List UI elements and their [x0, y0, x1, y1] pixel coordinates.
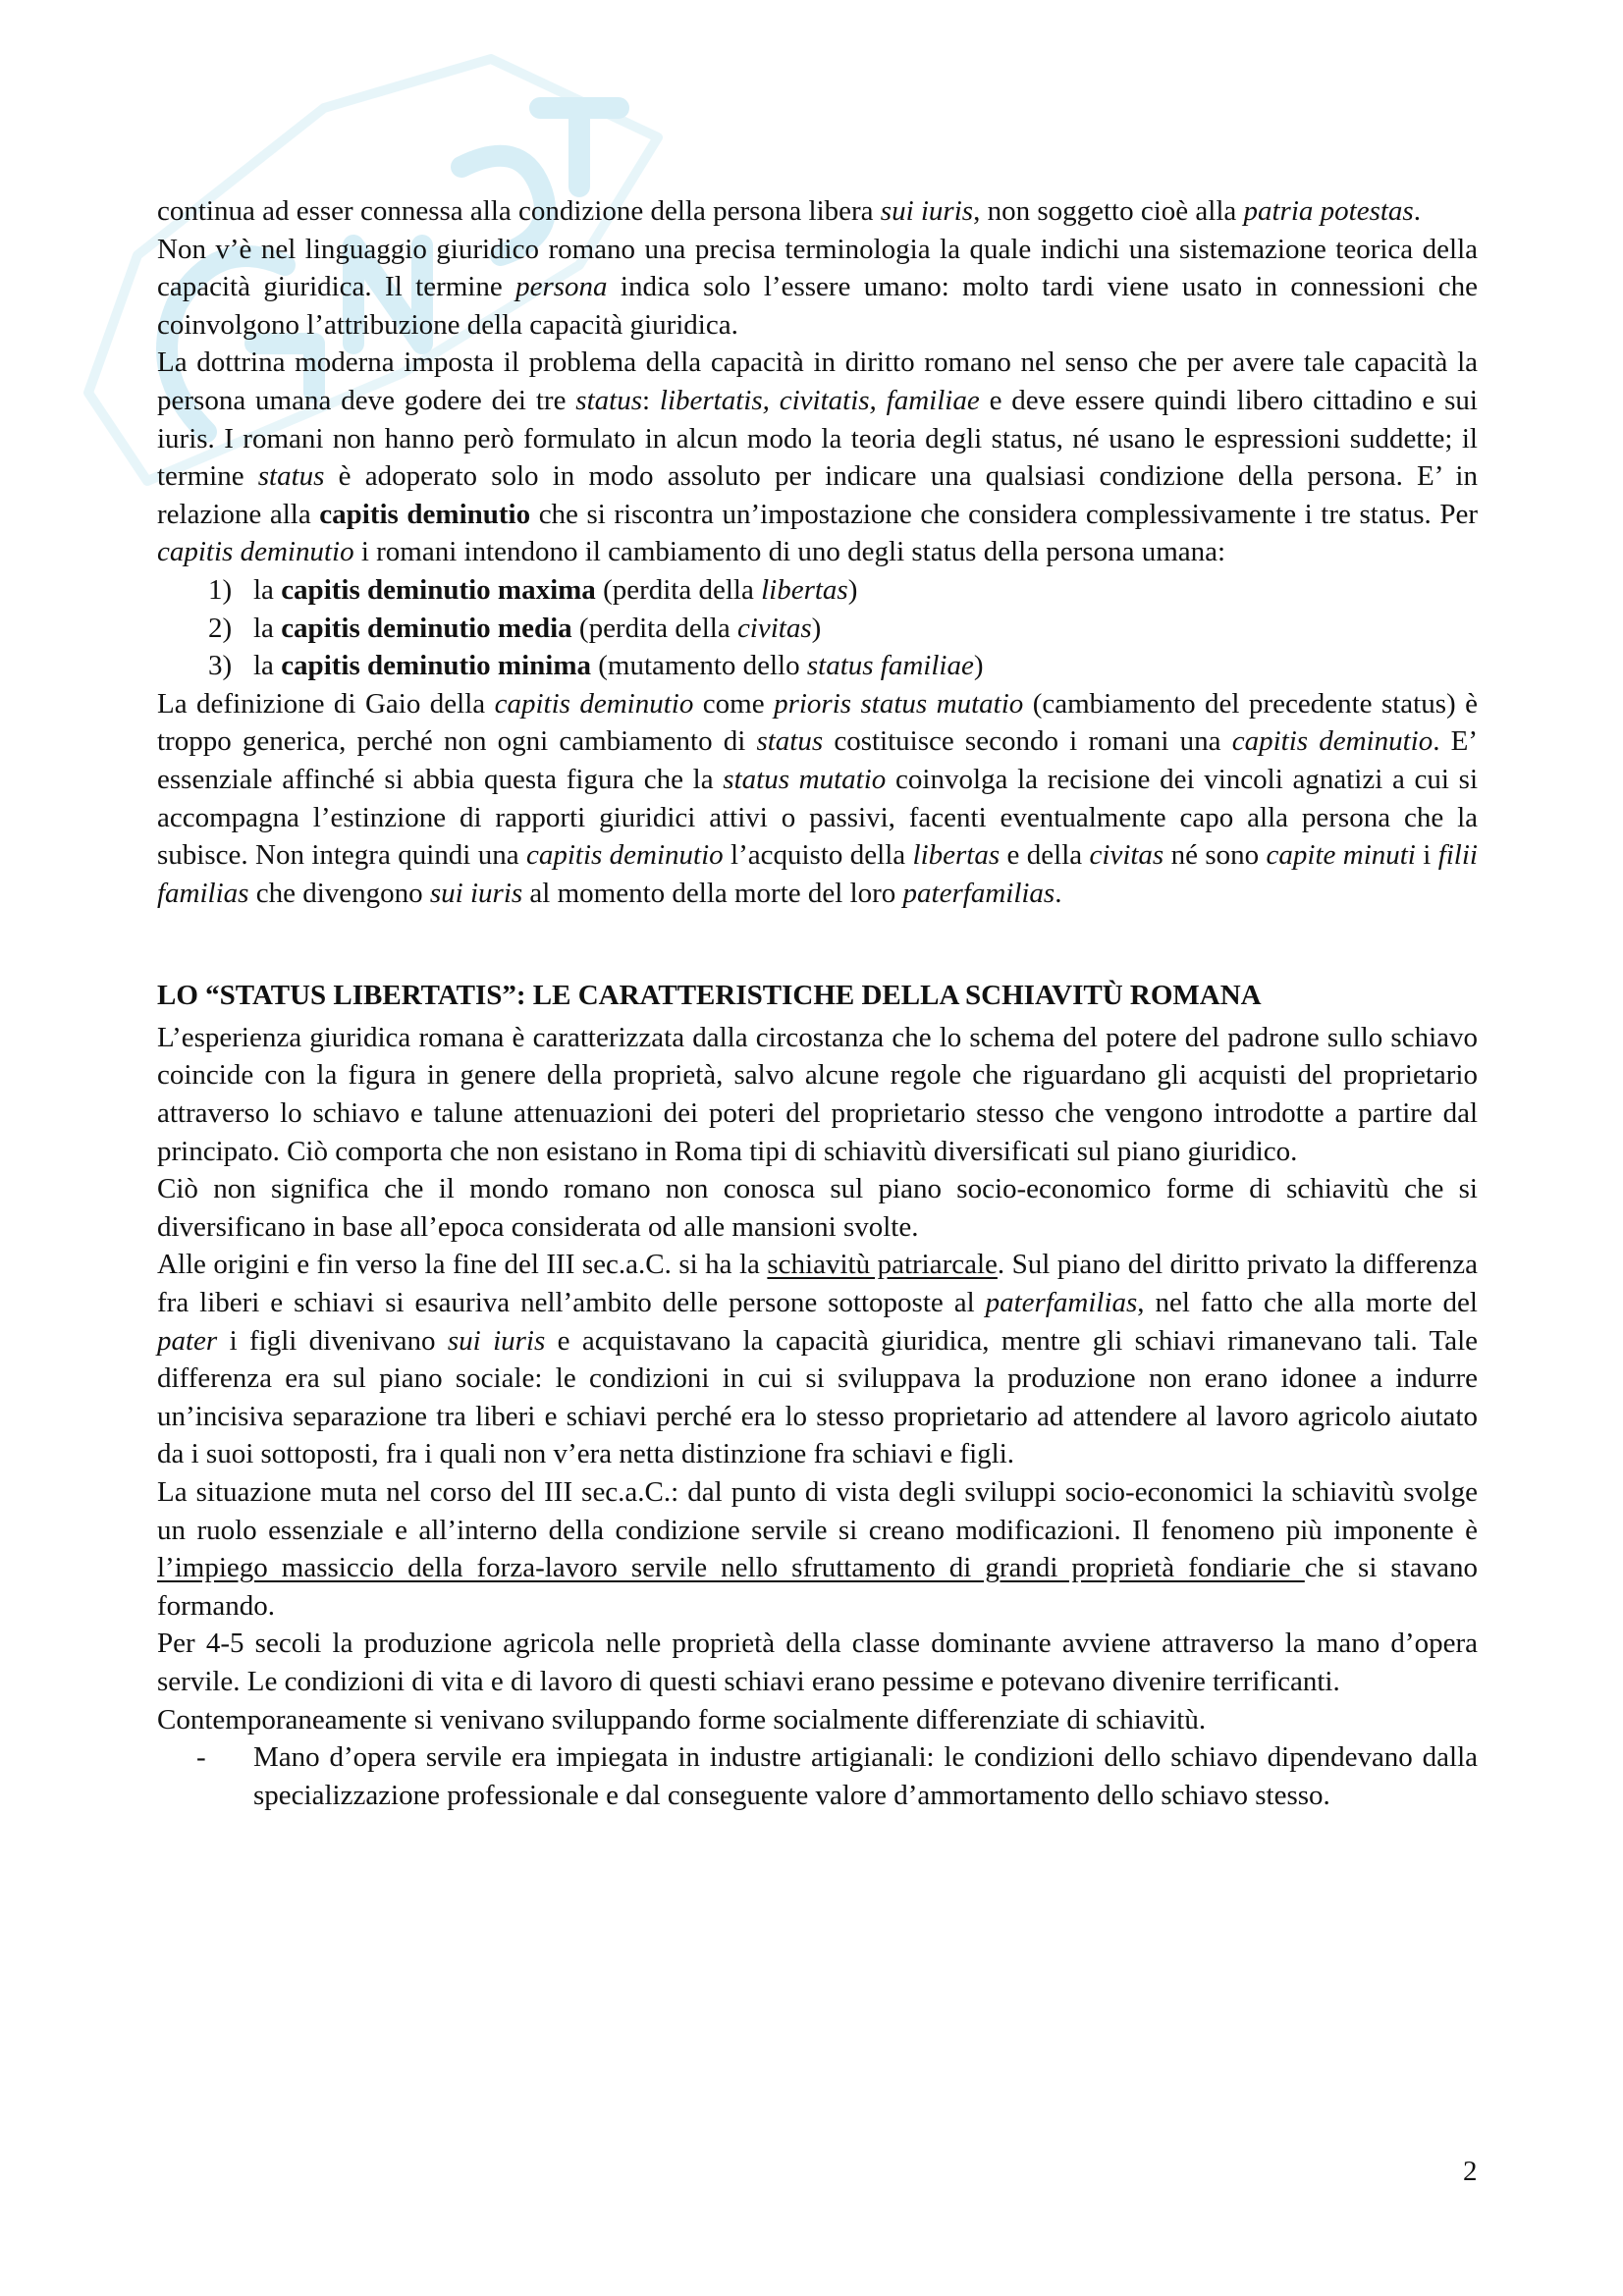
paragraph-1: continua ad esser connessa alla condizione della persona libera sui iuris, non soggetto cioè alla patria potestas.	[157, 195, 1421, 227]
paragraph-8: La situazione muta nel corso del III sec.a.C.: dal punto di vista degli sviluppi socio-economici la schiavitù svolge un ruolo essenziale e all’interno della condizione servile si creano modificazioni. Il fenomeno più imponente è l’impiego massiccio della forza-lavoro servile nello sfruttamento di grandi proprietà fondiarie che si stavano formando.	[157, 1476, 1478, 1622]
section-heading: LO “STATUS LIBERTATIS”: LE CARATTERISTICHE DELLA SCHIAVITÙ ROMANA	[157, 980, 1262, 1012]
paragraph-6: Ciò non significa che il mondo romano non conosca sul piano socio-economico forme di schiavitù che si diversificano in base all’epoca considerata od alle mansioni svolte.	[157, 1173, 1478, 1243]
page-number: 2	[1463, 2156, 1478, 2187]
paragraph-10: Contemporaneamente si venivano sviluppando forme socialmente differenziate di schiavitù.	[157, 1703, 1207, 1735]
list-item: - Mano d’opera servile era impiegata in industre artigianali: le condizioni dello schiavo dipendevano dalla specializzazione professionale e dal conseguente valore d’ammortamento dello schiavo stesso.	[196, 1741, 1478, 1811]
paragraph-3: La dottrina moderna imposta il problema della capacità in diritto romano nel senso che per avere tale capacità la persona umana deve godere dei tre status: libertatis, civitatis, familiae e deve essere quindi libero cittadino e sui iuris. I romani non hanno però formulato in alcun modo la teoria degli status, né usano le espressioni suddette; il termine status è adoperato solo in modo assoluto per indicare una qualsiasi condizione della persona. E’ in relazione alla capitis deminutio che si riscontra un’impostazione che considera complessivamente i tre status. Per capitis deminutio i romani intendono il cambiamento di uno degli status della persona umana:	[157, 347, 1478, 568]
paragraph-2: Non v’è nel linguaggio giuridico romano una precisa terminologia la quale indichi una sistemazione teorica della capacità giuridica. Il termine persona indica solo l’essere umano: molto tardi viene usato in connessioni che coinvolgono l’attribuzione della capacità giuridica.	[157, 233, 1478, 341]
paragraph-9: Per 4-5 secoli la produzione agricola nelle proprietà della classe dominante avviene attraverso la mano d’opera servile. Le condizioni di vita e di lavoro di questi schiavi erano pessime e potevano divenire terrificanti.	[157, 1628, 1478, 1697]
paragraph-5: L’esperienza giuridica romana è caratterizzata dalla circostanza che lo schema del potere del padrone sullo schiavo coincide con la figura in genere della proprietà, salvo alcune regole che riguardano gli acquisti del proprietario attraverso lo schiavo e talune attenuazioni dei poteri del proprietario stesso che vengono introdotte a partire dal principato. Ciò comporta che non esistano in Roma tipi di schiavitù diversificati sul piano giuridico.	[157, 1021, 1478, 1167]
document-page	[157, 192, 1478, 1814]
paragraph-4: La definizione di Gaio della capitis deminutio come prioris status mutatio (cambiamento del precedente status) è troppo generica, perché non ogni cambiamento di status costituisce secondo i romani una capitis deminutio. E’ essenziale affinché si abbia questa figura che la status mutatio coinvolga la recisione dei vincoli agnatizi a cui si accompagna l’estinzione di rapporti giuridici attivi o passivi, facenti eventualmente capo alla persona che la subisce. Non integra quindi una capitis deminutio l’acquisto della libertas e della civitas né sono capite minuti i filii familias che divengono sui iuris al momento della morte del loro paterfamilias.	[157, 687, 1479, 909]
list-item: 1) la capitis deminutio maxima (perdita della libertas)	[208, 573, 858, 606]
paragraph-7: Alle origini e fin verso la fine del III sec.a.C. si ha la schiavitù patriarcale. Sul piano del diritto privato la differenza fra liberi e schiavi si esauriva nell’ambito delle persone sottoposte al paterfamilias, nel fatto che alla morte del pater i figli divenivano sui iuris e acquistavano la capacità giuridica, mentre gli schiavi rimanevano tali. Tale differenza era sul piano sociale: le condizioni in cui si sviluppava la produzione non erano idonee a indurre un’incisiva separazione tra liberi e schiavi perché era lo stesso proprietario ad attendere al lavoro agricolo aiutato da i suoi sottoposti, fra i quali non v’era netta distinzione fra schiavi e figli.	[157, 1249, 1479, 1470]
list-item: 2) la capitis deminutio media (perdita della civitas)	[208, 612, 822, 644]
dash-list	[157, 1738, 1478, 1814]
capitis-deminutio-list	[157, 571, 1478, 685]
list-item: 3) la capitis deminutio minima (mutamento dello status familiae)	[208, 650, 984, 682]
